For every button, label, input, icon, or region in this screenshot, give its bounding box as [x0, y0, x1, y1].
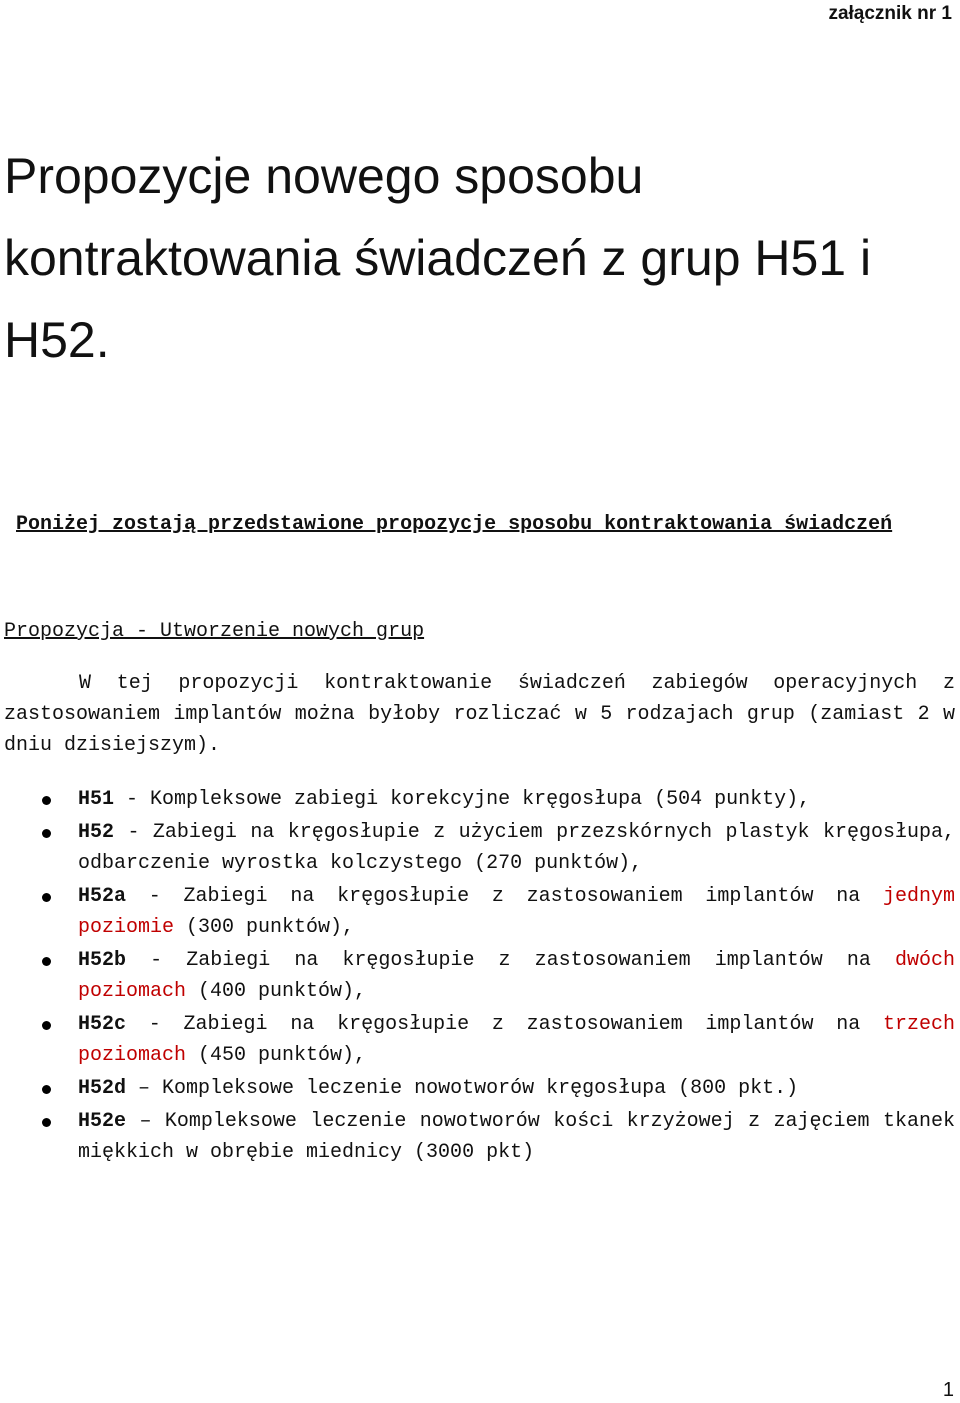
group-points: (300 punktów), [174, 916, 355, 939]
group-separator: – [126, 1077, 163, 1100]
group-points: (400 punktów), [186, 980, 367, 1003]
group-description: Zabiegi na kręgosłupie z zastosowaniem implantów na [183, 1013, 883, 1036]
group-item-h52a [0, 881, 955, 943]
group-separator: - [114, 821, 153, 844]
group-item-h52b [0, 945, 955, 1007]
group-item-h52e [0, 1106, 955, 1168]
group-description: Zabiegi na kręgosłupie z zastosowaniem implantów na [186, 949, 895, 972]
group-separator: – [126, 1110, 165, 1133]
group-item-h51 [0, 784, 955, 815]
group-list [0, 784, 955, 1170]
group-code: H52a [78, 885, 127, 908]
attachment-label: załącznik nr 1 [828, 3, 952, 24]
level-highlight: dwóch poziomach [78, 949, 955, 1003]
group-description: Kompleksowe zabiegi korekcyjne kręgosłupa (504 punkty), [150, 788, 811, 811]
group-separator: - [126, 885, 184, 908]
group-code: H52 [78, 821, 115, 844]
intro-heading: Poniżej zostają przedstawione propozycje sposobu kontraktowania świadczeń [16, 513, 893, 536]
bullet-icon [42, 1021, 51, 1030]
bullet-icon [42, 1085, 51, 1094]
group-code: H51 [78, 788, 115, 811]
level-highlight: trzech poziomach [78, 1013, 955, 1067]
group-item-h52d [0, 1073, 955, 1104]
group-points: (450 punktów), [186, 1044, 367, 1067]
document-title: Propozycje nowego sposobu kontraktowania świadczeń z grup H51 i H52. [4, 148, 872, 368]
bullet-icon [42, 796, 51, 805]
page-number: 1 [942, 1379, 954, 1401]
level-highlight: jednym poziomie [78, 885, 955, 939]
bullet-icon [42, 829, 51, 838]
bullet-icon [42, 893, 51, 902]
bullet-icon [42, 1118, 51, 1127]
group-code: H52b [78, 949, 127, 972]
group-description: Zabiegi na kręgosłupie z użyciem przezskórnych plastyk kręgosłupa, odbarczenie wyrostka kolczystego (270 punktów), [78, 821, 955, 875]
bullet-icon [42, 957, 51, 966]
group-code: H52e [78, 1110, 127, 1133]
group-item-h52 [0, 817, 955, 879]
proposal-paragraph: W tej propozycji kontraktowanie świadczeń zabiegów operacyjnych z zastosowaniem implantów można byłoby rozliczać w 5 rodzajach grup (zamiast 2 w dniu dzisiejszym). [4, 672, 955, 757]
group-code: H52c [78, 1013, 127, 1036]
group-separator: - [126, 1013, 184, 1036]
group-separator: - [126, 949, 187, 972]
group-description: Zabiegi na kręgosłupie z zastosowaniem implantów na [183, 885, 883, 908]
group-description: Kompleksowe leczenie nowotworów kości krzyżowej z zajęciem tkanek miękkich w obrębie miednicy (3000 pkt) [78, 1110, 955, 1164]
proposal-heading: Propozycja - Utworzenie nowych grup [4, 620, 425, 643]
group-code: H52d [78, 1077, 127, 1100]
group-item-h52c [0, 1009, 955, 1071]
group-separator: - [114, 788, 151, 811]
group-description: Kompleksowe leczenie nowotworów kręgosłupa (800 pkt.) [162, 1077, 799, 1100]
